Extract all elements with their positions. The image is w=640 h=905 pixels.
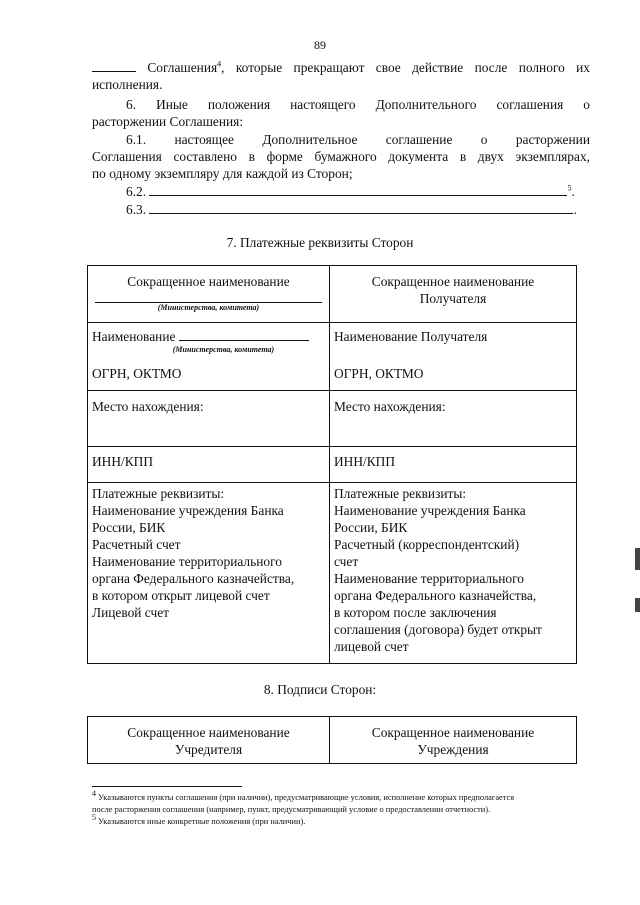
name-right-label: Наименование Получателя: [334, 329, 488, 344]
pay-right-line: Наименование территориального: [334, 571, 524, 586]
item63-row: [126, 201, 577, 218]
pay-right-line: Расчетный (корреспондентский): [334, 537, 520, 552]
item62-blank-line: [149, 183, 567, 196]
footnote-5-line: [92, 813, 592, 827]
head-left-line: [95, 296, 322, 303]
item63-end: .: [573, 202, 577, 217]
section7-title: 7. Платежные реквизиты Сторон: [226, 235, 414, 250]
intro-line-1: [92, 60, 590, 76]
sign-right-cell: [330, 717, 577, 764]
intro-line-2: исполнения.: [92, 77, 163, 92]
pay-left-list: [92, 485, 325, 621]
section6-line-1: 6. Иные положения настоящего Дополнительного соглашения о: [126, 97, 590, 112]
item62-end: .: [571, 184, 575, 199]
pay-left-line: Расчетный счет: [92, 537, 181, 552]
sign-left-cell: [88, 717, 330, 764]
scan-edge-mark: [635, 548, 640, 570]
intro-blank: [92, 60, 136, 72]
footnote-ref-4: 4: [217, 59, 222, 69]
item61-line-3: по одному экземпляру для каждой из Сторон;: [92, 166, 353, 181]
pay-right-line: Наименование учреждения Банка: [334, 503, 526, 518]
scan-edge-mark: [635, 598, 640, 612]
name-right-cell: [330, 323, 577, 391]
intro-word: Соглашения: [147, 60, 218, 75]
section6-line-2: расторжении Соглашения:: [92, 114, 244, 129]
table-row: [88, 391, 577, 447]
sign-right-line-2: Учреждения: [417, 742, 489, 757]
item62-label: 6.2.: [126, 184, 147, 199]
sign-right-line-1: Сокращенное наименование: [371, 725, 535, 740]
head-right-cell: [330, 266, 577, 323]
item63-blank-line: [149, 201, 573, 214]
item62-row: [126, 183, 575, 200]
pay-right-line: соглашения (договора) будет открыт: [334, 622, 542, 637]
pay-right-list: [334, 485, 572, 655]
pay-right-line: органа Федерального казначейства,: [334, 588, 537, 603]
pay-left-line: Лицевой счет: [92, 605, 170, 620]
loc-left: Место нахождения:: [92, 399, 204, 414]
inn-left: ИНН/КПП: [92, 454, 154, 469]
inn-right-cell: [330, 447, 577, 483]
loc-left-cell: [88, 391, 330, 447]
pay-left-line: Платежные реквизиты:: [92, 486, 225, 501]
pay-right-line: в котором после заключения: [334, 605, 497, 620]
item63-label: 6.3.: [126, 202, 147, 217]
ogrn-left: ОГРН, ОКТМО: [92, 366, 182, 381]
head-right-line-1: Сокращенное наименование: [371, 274, 535, 289]
loc-right: Место нахождения:: [334, 399, 446, 414]
signatures-table: [87, 716, 577, 764]
head-left-title: Сокращенное наименование: [127, 274, 290, 289]
ogrn-right: ОГРН, ОКТМО: [334, 366, 424, 381]
inn-right: ИНН/КПП: [334, 454, 396, 469]
name-left-line: [179, 328, 309, 341]
requisites-table: [87, 265, 577, 664]
footnote-5-text: Указываются иные конкретные положения (при наличии).: [98, 817, 306, 826]
table-row: [88, 447, 577, 483]
footnote-4-line-1: [92, 789, 592, 803]
name-left-cell: [88, 323, 330, 391]
intro-rest: , которые прекращают свое действие после полного их: [221, 60, 590, 75]
item61-line-1: 6.1. настоящее Дополнительное соглашение о расторжении: [126, 132, 590, 147]
table-row: [88, 323, 577, 391]
head-left-hint: (Министерства, комитета): [157, 303, 260, 312]
pay-left-cell: [88, 483, 330, 664]
pay-left-line: России, БИК: [92, 520, 166, 535]
pay-right-cell: [330, 483, 577, 664]
table-row: [88, 717, 577, 764]
footnote-ref-5: 5: [567, 183, 572, 193]
name-left-hint: (Министерства, комитета): [172, 345, 275, 354]
pay-left-line: Наименование территориального: [92, 554, 282, 569]
pay-left-line: Наименование учреждения Банка: [92, 503, 284, 518]
item61-line-2: Соглашения составлено в форме бумажного документа в двух экземплярах,: [92, 149, 590, 164]
footnote-5-num: 5: [92, 813, 96, 823]
footnote-4-line-2: после расторжения соглашения (например, пункт, предусматривающий условие о предоставлении отчетности).: [92, 805, 491, 814]
pay-right-line: счет: [334, 554, 359, 569]
sign-left-line-2: Учредителя: [174, 742, 243, 757]
sign-left-line-1: Сокращенное наименование: [127, 725, 290, 740]
head-right-line-2: Получателя: [419, 291, 487, 306]
footnote-4-num: 4: [92, 789, 96, 799]
head-left-cell: [88, 266, 330, 323]
section8-title: 8. Подписи Сторон:: [263, 682, 377, 697]
pay-right-line: России, БИК: [334, 520, 408, 535]
table-row: [88, 483, 577, 664]
pay-left-line: органа Федерального казначейства,: [92, 571, 295, 586]
name-left-row: [92, 328, 325, 345]
name-left-label: Наименование: [92, 329, 176, 344]
footnote-rule: [92, 786, 242, 787]
pay-left-line: в котором открыт лицевой счет: [92, 588, 270, 603]
pay-right-line: лицевой счет: [334, 639, 409, 654]
pay-right-line: Платежные реквизиты:: [334, 486, 467, 501]
page-number: 89: [314, 38, 326, 52]
footnote-4-text: Указываются пункты соглашения (при наличии), предусматривающие условия, исполнение которых предполагается: [98, 793, 515, 802]
table-row: [88, 266, 577, 323]
inn-left-cell: [88, 447, 330, 483]
loc-right-cell: [330, 391, 577, 447]
